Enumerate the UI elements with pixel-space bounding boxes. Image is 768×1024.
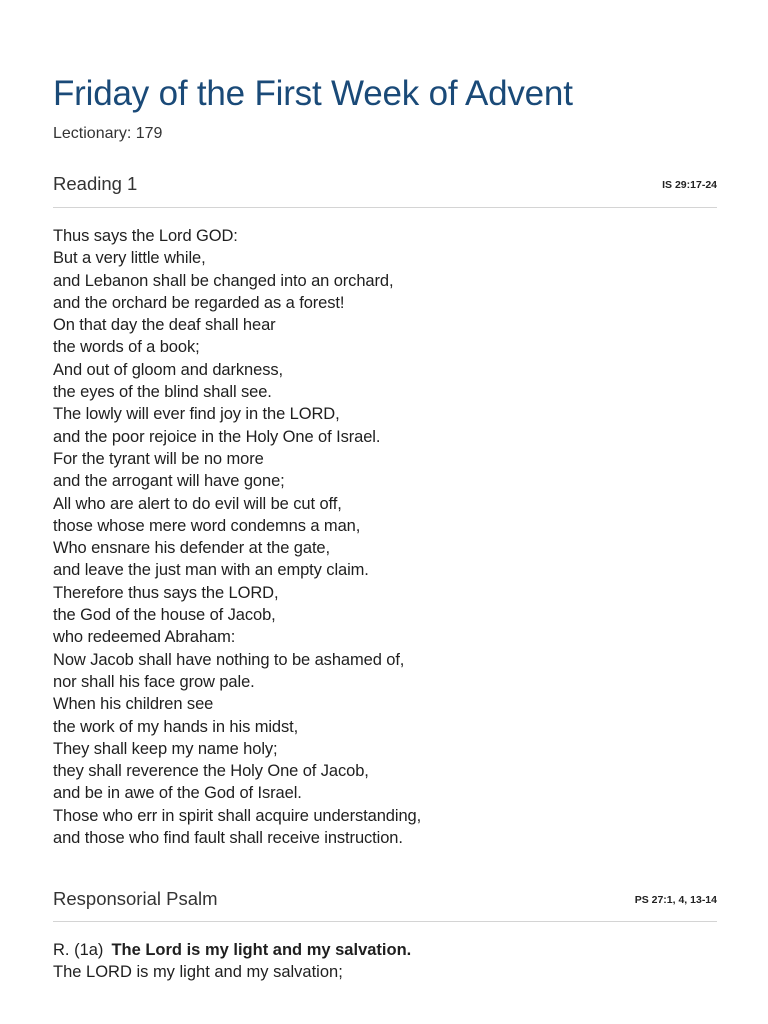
reading-line: they shall reverence the Holy One of Jacob, xyxy=(53,762,369,781)
reading-line: and the orchard be regarded as a forest! xyxy=(53,293,345,312)
reading-line: And out of gloom and darkness, xyxy=(53,360,283,379)
reading-line: But a very little while, xyxy=(53,249,206,268)
reading-line: who redeemed Abraham: xyxy=(53,628,236,647)
psalm-text xyxy=(53,939,411,984)
reading-line: the work of my hands in his midst, xyxy=(53,717,299,736)
reading-line: and leave the just man with an empty claim. xyxy=(53,561,369,580)
section-divider xyxy=(53,207,717,208)
reading-line: the eyes of the blind shall see. xyxy=(53,383,272,402)
reading-line: Therefore thus says the LORD, xyxy=(53,583,279,602)
reading-line: All who are alert to do evil will be cut off, xyxy=(53,494,342,513)
reading-line: Those who err in spirit shall acquire understanding, xyxy=(53,806,422,825)
response-label: R. (1a) xyxy=(53,941,104,959)
reading-line: the God of the house of Jacob, xyxy=(53,606,276,625)
reading-line: nor shall his face grow pale. xyxy=(53,672,255,691)
reading-line: and the arrogant will have gone; xyxy=(53,472,285,491)
reading-line: the words of a book; xyxy=(53,338,200,357)
response-text: The Lord is my light and my salvation. xyxy=(111,941,412,959)
page-title: Friday of the First Week of Advent xyxy=(53,74,573,113)
reading-line: Now Jacob shall have nothing to be ashamed of, xyxy=(53,650,405,669)
reading-line: and be in awe of the God of Israel. xyxy=(53,784,302,803)
reading-line: Thus says the Lord GOD: xyxy=(53,227,238,245)
reading1-heading: Reading 1 xyxy=(53,173,138,194)
reading-line: For the tyrant will be no more xyxy=(53,449,264,468)
reading-line: and Lebanon shall be changed into an orchard, xyxy=(53,271,394,290)
psalm-heading: Responsorial Psalm xyxy=(53,888,218,909)
section-divider xyxy=(53,921,717,922)
reading-line: and those who find fault shall receive instruction. xyxy=(53,829,403,848)
reading-line: They shall keep my name holy; xyxy=(53,739,278,758)
reading-line: those whose mere word condemns a man, xyxy=(53,516,361,535)
reading1-citation-link[interactable]: IS 29:17-24 xyxy=(662,179,717,191)
psalm-verse-line: The LORD is my light and my salvation; xyxy=(53,963,343,982)
reading-line: When his children see xyxy=(53,695,214,714)
reading1-header xyxy=(53,173,717,197)
reading1-text xyxy=(53,225,421,849)
reading-line: On that day the deaf shall hear xyxy=(53,316,276,335)
psalm-response xyxy=(53,939,411,961)
lectionary-number: Lectionary: 179 xyxy=(53,125,163,142)
reading-line: and the poor rejoice in the Holy One of Israel. xyxy=(53,427,381,446)
psalm-citation-link[interactable]: PS 27:1, 4, 13-14 xyxy=(634,894,717,906)
reading-line: Who ensnare his defender at the gate, xyxy=(53,539,330,558)
psalm-header xyxy=(53,888,717,912)
reading-line: The lowly will ever find joy in the LORD, xyxy=(53,405,340,424)
